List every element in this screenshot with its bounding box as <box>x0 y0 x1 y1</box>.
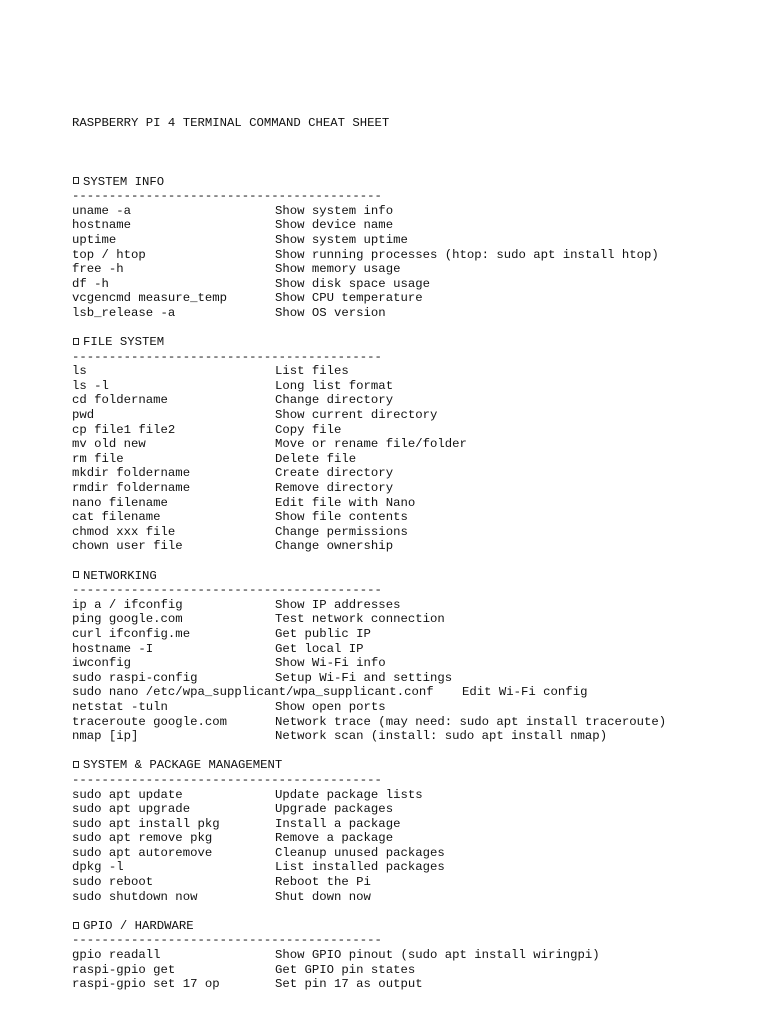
command-description: Copy file <box>275 422 342 437</box>
command-text: sudo apt update <box>72 787 183 802</box>
command-description: Show open ports <box>275 699 386 714</box>
command-text: raspi-gpio get <box>72 962 176 977</box>
command-row <box>72 525 752 540</box>
section-heading-text: NETWORKING <box>83 568 157 583</box>
command-description: Show GPIO pinout (sudo apt install wiringpi) <box>275 948 600 963</box>
command-text: gpio readall <box>72 948 161 963</box>
command-text: sudo raspi-config <box>72 670 198 685</box>
command-description: Show system info <box>275 203 394 218</box>
command-description: Remove directory <box>275 481 394 496</box>
square-bullet-icon <box>73 761 79 768</box>
command-row <box>72 452 752 467</box>
command-text: sudo apt upgrade <box>72 802 191 817</box>
section-divider: ------------------------------------------ <box>72 772 382 787</box>
command-row <box>72 802 752 817</box>
command-row <box>72 788 752 803</box>
square-bullet-icon <box>73 571 79 578</box>
command-text: mkdir foldername <box>72 466 191 481</box>
command-text: mv old new <box>72 437 146 452</box>
command-description: Show running processes (htop: sudo apt install htop) <box>275 247 659 262</box>
command-text: cd foldername <box>72 393 168 408</box>
command-text: uptime <box>72 232 117 247</box>
command-row <box>72 539 752 554</box>
command-description: Test network connection <box>275 612 445 627</box>
command-row <box>72 423 752 438</box>
section-heading-text: SYSTEM INFO <box>83 174 165 189</box>
command-description: Cleanup unused packages <box>275 845 445 860</box>
section-divider: ------------------------------------------ <box>72 349 382 364</box>
section-heading <box>72 175 752 190</box>
command-description: Delete file <box>275 451 357 466</box>
command-text: rmdir foldername <box>72 481 191 496</box>
command-description: Change directory <box>275 393 394 408</box>
command-row <box>72 948 752 963</box>
section-heading-text: FILE SYSTEM <box>83 335 165 350</box>
square-bullet-icon <box>73 922 79 929</box>
command-description: Show system uptime <box>275 232 408 247</box>
command-row <box>72 218 752 233</box>
command-row <box>72 379 752 394</box>
command-row <box>72 233 752 248</box>
command-text: hostname <box>72 218 132 233</box>
command-text: curl ifconfig.me <box>72 626 191 641</box>
command-row <box>72 963 752 978</box>
command-text: df -h <box>72 276 109 291</box>
command-text: raspi-gpio set 17 op <box>72 977 220 992</box>
command-text: pwd <box>72 408 95 423</box>
command-text: sudo reboot <box>72 875 154 890</box>
command-row <box>72 612 752 627</box>
command-text: cat filename <box>72 510 161 525</box>
command-description: Show IP addresses <box>275 597 401 612</box>
command-description: Network scan (install: sudo apt install nmap) <box>275 729 608 744</box>
command-text: chown user file <box>72 539 183 554</box>
section-divider: ------------------------------------------ <box>72 583 382 598</box>
command-row <box>72 466 752 481</box>
command-text: vcgencmd measure_temp <box>72 291 227 306</box>
command-description: Upgrade packages <box>275 802 394 817</box>
command-row <box>72 437 752 452</box>
command-text: ip a / ifconfig <box>72 597 183 612</box>
section-heading <box>72 758 752 773</box>
section-heading-text: SYSTEM & PACKAGE MANAGEMENT <box>83 758 283 773</box>
command-row <box>72 977 752 992</box>
command-description: Network trace (may need: sudo apt install traceroute) <box>275 714 667 729</box>
command-row <box>72 204 752 219</box>
command-row <box>72 715 752 730</box>
square-bullet-icon <box>73 338 79 345</box>
command-row <box>72 262 752 277</box>
command-text: ls -l <box>72 378 109 393</box>
command-row <box>72 481 752 496</box>
command-description: Show disk space usage <box>275 276 430 291</box>
command-row <box>72 700 752 715</box>
command-row <box>72 248 752 263</box>
command-row <box>72 627 752 642</box>
command-text: free -h <box>72 262 124 277</box>
command-description: Remove a package <box>275 831 394 846</box>
section-heading-text: GPIO / HARDWARE <box>83 918 194 933</box>
section-divider: ------------------------------------------ <box>72 189 382 204</box>
command-description: Show device name <box>275 218 394 233</box>
command-description: List files <box>275 364 349 379</box>
command-text: ping google.com <box>72 612 183 627</box>
command-text: sudo nano /etc/wpa_supplicant/wpa_supplicant.conf <box>72 685 434 700</box>
command-text: ls <box>72 364 87 379</box>
command-description: Edit Wi-Fi config <box>462 685 588 700</box>
command-text: netstat -tuln <box>72 699 168 714</box>
command-text: nmap [ip] <box>72 729 139 744</box>
command-row <box>72 408 752 423</box>
command-row <box>72 860 752 875</box>
command-text: rm file <box>72 451 124 466</box>
section-heading <box>72 569 752 584</box>
cheat-sheet-page <box>72 87 752 1006</box>
command-row <box>72 656 752 671</box>
command-row <box>72 817 752 832</box>
command-row <box>72 846 752 861</box>
command-row <box>72 364 752 379</box>
command-description: Move or rename file/folder <box>275 437 467 452</box>
command-text: lsb_release -a <box>72 305 176 320</box>
sections-container <box>72 160 752 992</box>
command-description: List installed packages <box>275 860 445 875</box>
section-divider: ------------------------------------------ <box>72 933 382 948</box>
command-text: top / htop <box>72 247 146 262</box>
command-description: Update package lists <box>275 787 423 802</box>
section-heading <box>72 335 752 350</box>
command-description: Change ownership <box>275 539 394 554</box>
command-text: traceroute google.com <box>72 714 227 729</box>
command-description: Show OS version <box>275 305 386 320</box>
command-row <box>72 496 752 511</box>
command-description: Edit file with Nano <box>275 495 416 510</box>
command-description: Reboot the Pi <box>275 875 371 890</box>
section-heading <box>72 919 752 934</box>
command-row <box>72 598 752 613</box>
command-row <box>72 890 752 905</box>
command-text: iwconfig <box>72 656 132 671</box>
command-text: cp file1 file2 <box>72 422 176 437</box>
command-description: Install a package <box>275 816 401 831</box>
command-row <box>72 671 752 686</box>
command-description: Show Wi-Fi info <box>275 656 386 671</box>
command-description: Change permissions <box>275 524 408 539</box>
command-row <box>72 393 752 408</box>
command-text: hostname -I <box>72 641 154 656</box>
command-text: chmod xxx file <box>72 524 176 539</box>
command-description: Setup Wi-Fi and settings <box>275 670 453 685</box>
command-description: Set pin 17 as output <box>275 977 423 992</box>
command-row <box>72 642 752 657</box>
blank-line <box>72 904 752 919</box>
command-row <box>72 291 752 306</box>
command-row <box>72 685 752 700</box>
command-text: sudo shutdown now <box>72 889 198 904</box>
command-description: Show file contents <box>275 510 408 525</box>
command-description: Get local IP <box>275 641 364 656</box>
command-row <box>72 306 752 321</box>
command-description: Show current directory <box>275 408 438 423</box>
command-text: sudo apt remove pkg <box>72 831 213 846</box>
command-text: sudo apt autoremove <box>72 845 213 860</box>
command-row <box>72 729 752 744</box>
page-title: RASPBERRY PI 4 TERMINAL COMMAND CHEAT SHEET <box>72 116 390 131</box>
command-row <box>72 831 752 846</box>
command-row <box>72 510 752 525</box>
blank-line <box>72 160 752 175</box>
square-bullet-icon <box>73 177 79 184</box>
command-description: Create directory <box>275 466 394 481</box>
command-text: dpkg -l <box>72 860 124 875</box>
command-description: Long list format <box>275 378 394 393</box>
command-text: nano filename <box>72 495 168 510</box>
command-description: Show memory usage <box>275 262 401 277</box>
command-description: Show CPU temperature <box>275 291 423 306</box>
command-description: Get GPIO pin states <box>275 962 416 977</box>
command-row <box>72 875 752 890</box>
command-text: sudo apt install pkg <box>72 816 220 831</box>
blank-line <box>72 554 752 569</box>
blank-line <box>72 321 752 336</box>
blank-line <box>72 744 752 759</box>
command-row <box>72 277 752 292</box>
command-description: Get public IP <box>275 626 371 641</box>
command-description: Shut down now <box>275 889 371 904</box>
command-text: uname -a <box>72 203 132 218</box>
